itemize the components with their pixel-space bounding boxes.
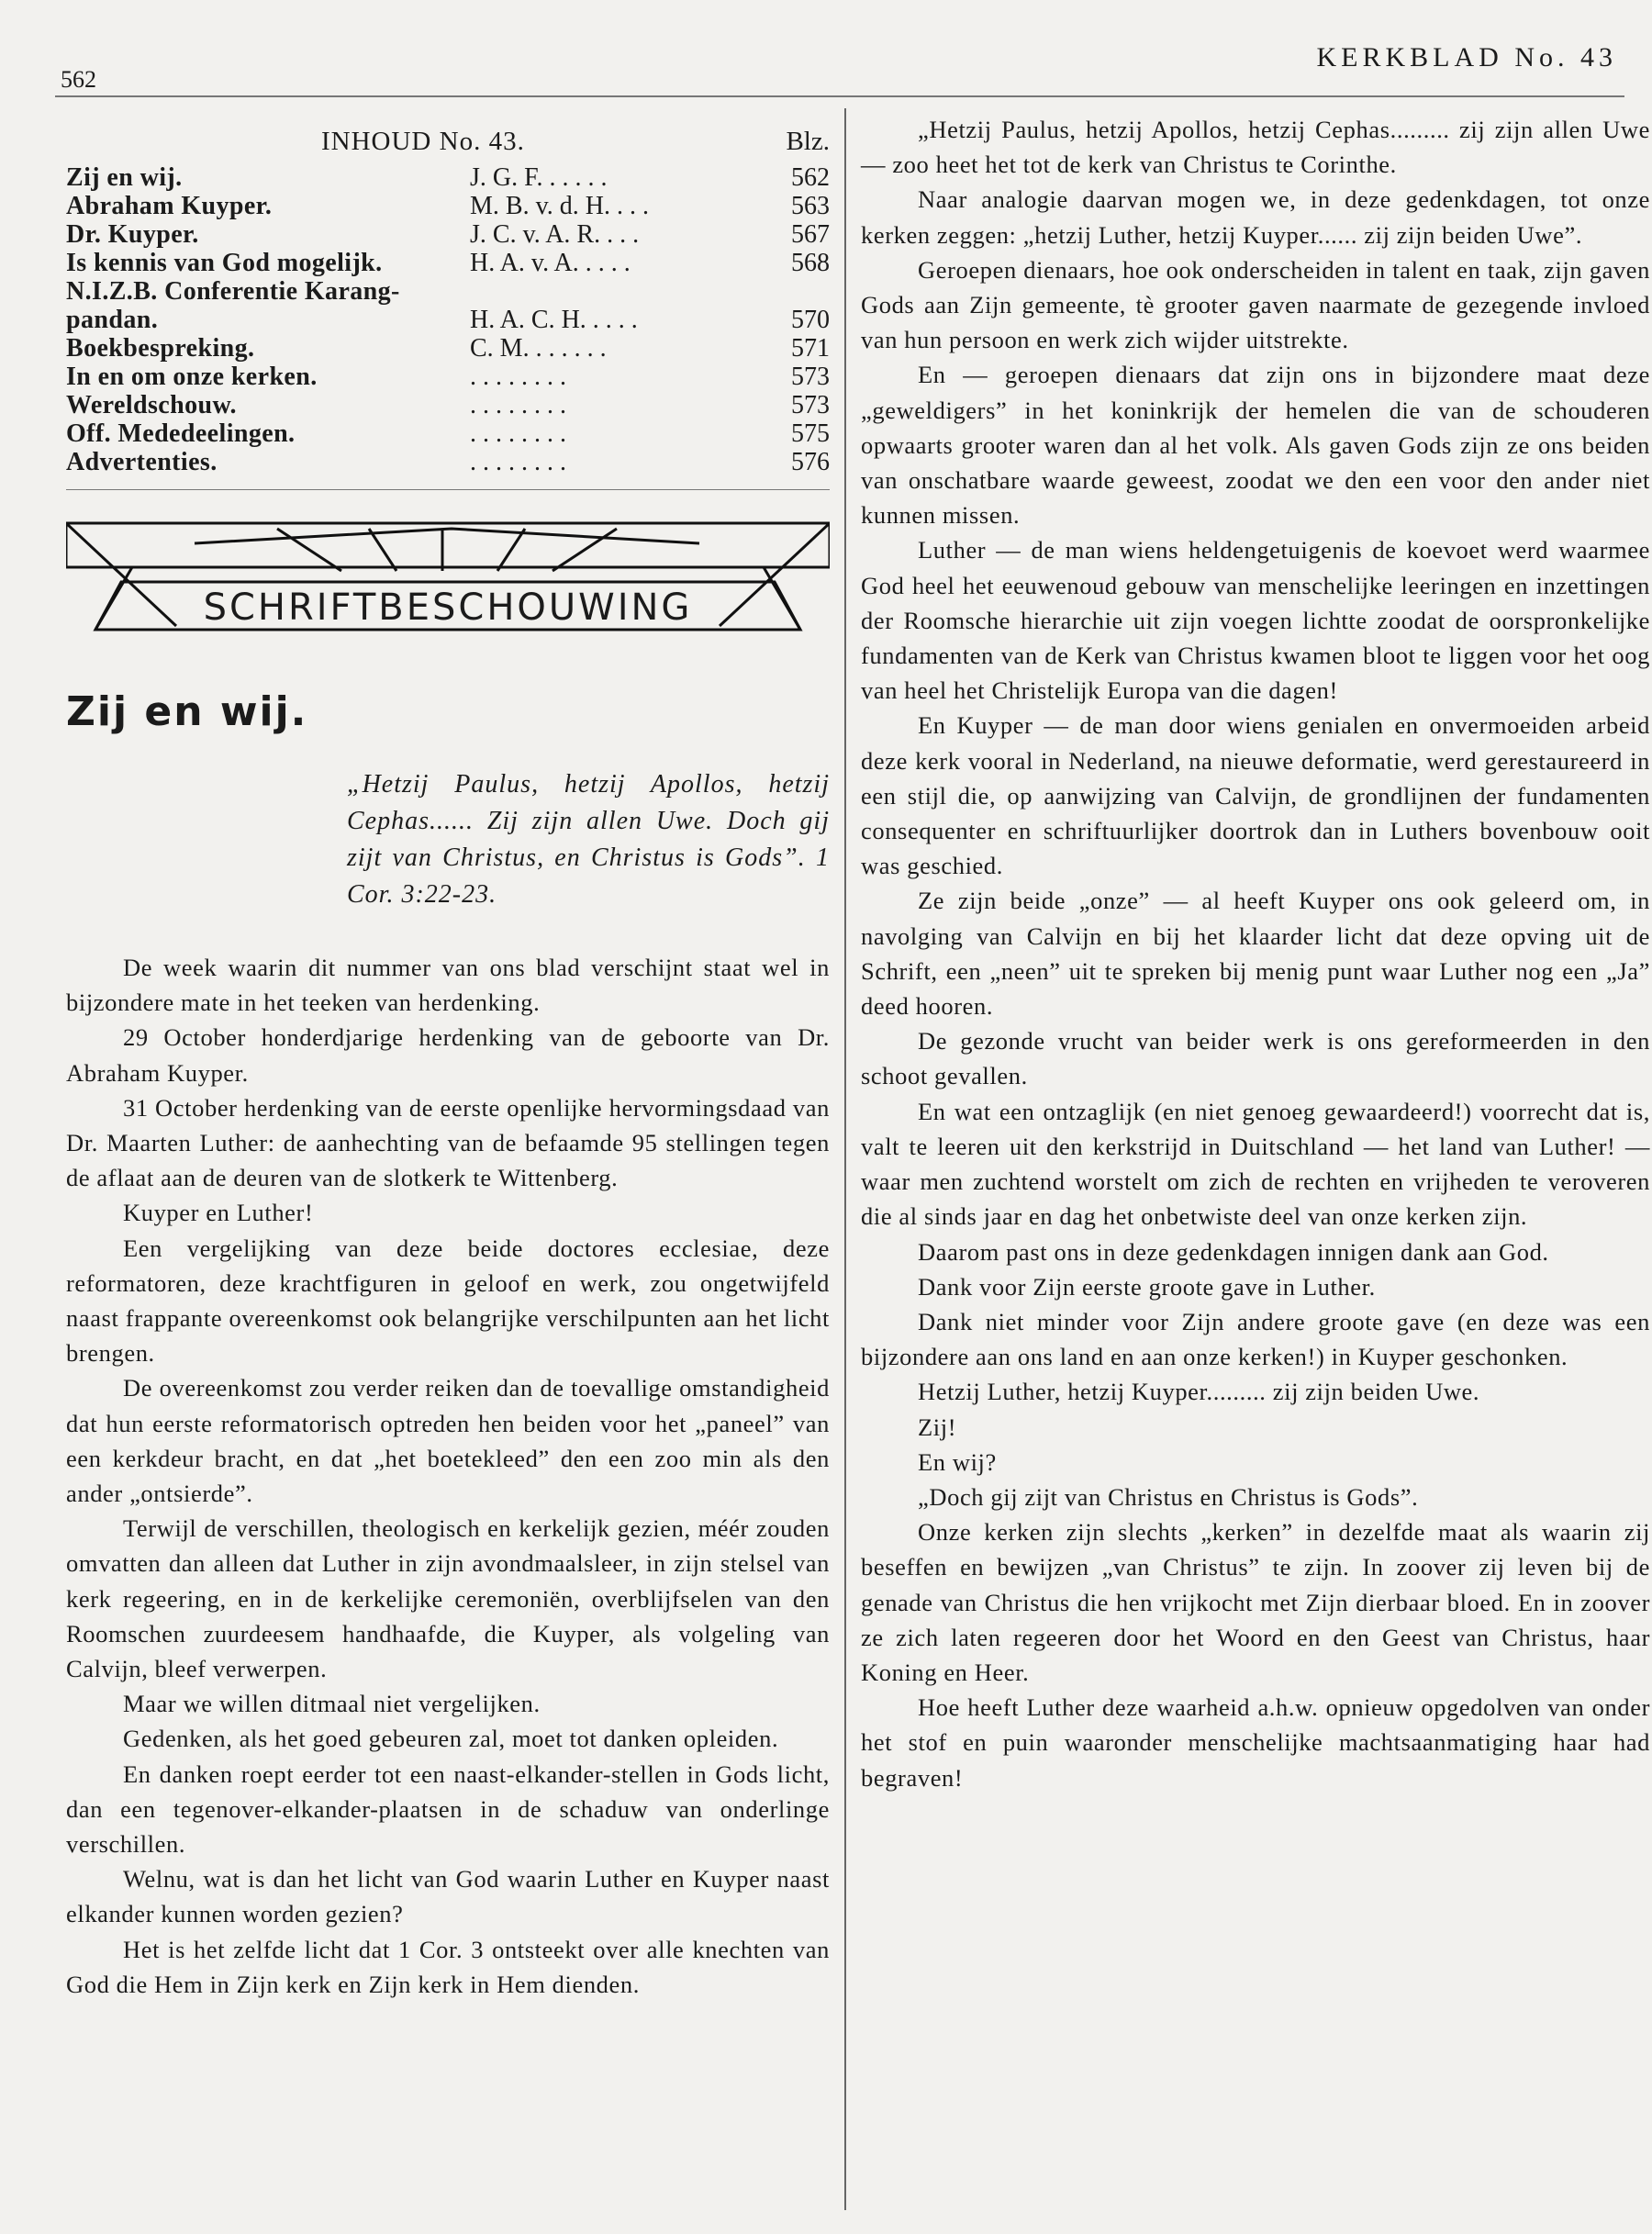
paragraph: Maar we willen ditmaal niet vergelijken. — [123, 1690, 541, 1718]
paragraph: Ze zijn beide „onze” — al heeft Kuyper ons ook geleerd om, in navolging van Calvijn en bij het klaarder licht dat deze opving uit de Schrift, een „neen” uit te spreken bij menig punt waar Luther nog een „Ja” deed hooren. — [861, 887, 1650, 1021]
toc-entry-page: 567 — [791, 220, 830, 249]
toc-row — [66, 163, 830, 192]
toc-entry-title: Dr. Kuyper. — [66, 220, 199, 249]
toc-entry-page: 573 — [791, 391, 830, 419]
paragraph: Terwijl de verschillen, theologisch en kerkelijk gezien, méér zouden omvatten dan alleen dat Luther in zijn avondmaalsleer, in zijn stelsel van kerk regeering, en in de kerkelijke ceremoniën, overblijfselen van den Roomschen zuurdeesem handhaafde, die Kuyper, als volgeling van Calvijn, bleef verwerpen. — [66, 1514, 830, 1683]
paragraph: Dank niet minder voor Zijn andere groote gave (en deze was een bijzondere aan ons land en aan onze kerken!) in Kuyper geschonken. — [861, 1307, 1650, 1371]
toc-entry-page: 563 — [791, 192, 830, 220]
toc-entry-author: . . . . . . . . — [470, 363, 566, 391]
paragraph: En danken roept eerder tot een naast-elkander-stellen in Gods licht, dan een tegenover-elkander-plaatsen in de schaduw van onderlinge verschillen. — [66, 1759, 830, 1859]
paragraph: „Doch gij zijt van Christus en Christus is Gods”. — [918, 1482, 1419, 1511]
toc-entry-page: 568 — [791, 249, 830, 277]
toc-entry-author: J. C. v. A. R. . . . — [470, 220, 640, 249]
toc-entry-page: 576 — [791, 448, 830, 476]
left-column — [66, 119, 830, 2002]
paragraph: Hetzij Luther, hetzij Kuyper......... zij zijn beiden Uwe. — [918, 1378, 1480, 1406]
paragraph: De overeenkomst zou verder reiken dan de toevallige omstandigheid dat hun eerste reformatorisch optreden hen beiden voor het „paneel” van een kerkdeur bracht, en dat „het boetekleed” den een zoo min als den ander „ontsierde”. — [66, 1374, 830, 1508]
paragraph: De gezonde vrucht van beider werk is ons gereformeerden in den schoot gevallen. — [861, 1027, 1650, 1090]
paragraph: De week waarin dit nummer van ons blad verschijnt staat wel in bijzondere mate in het teeken van herdenking. — [66, 954, 830, 1017]
toc-page-column-label: Blz. — [786, 127, 830, 156]
toc-row — [66, 391, 830, 419]
article-body-left — [66, 950, 830, 2002]
toc-row — [66, 249, 830, 277]
toc-header — [66, 119, 830, 163]
toc-row — [66, 334, 830, 363]
toc-entry-title: In en om onze kerken. — [66, 363, 318, 391]
toc-entry-title: Advertenties. — [66, 448, 218, 476]
section-banner — [66, 516, 830, 631]
paragraph: En wat een ontzaglijk (en niet genoeg gewaardeerd!) voorrecht dat is, valt te leeren uit den kerkstrijd in Duitschland — het land van Luther! — waar men zuchtend worstelt om zich de rechten en vrijheden te veroveren die al sinds jaar en dag het onbetwiste deel van onze kerken zijn. — [861, 1097, 1650, 1231]
toc-row — [66, 306, 830, 334]
epigraph: „Hetzij Paulus, hetzij Apollos, hetzij Cephas...... Zij zijn allen Uwe. Doch gij zijt van Christus, en Christus is Gods”. 1 Cor. 3:22-23. — [347, 770, 830, 909]
toc-entry-title: Boekbespreking. — [66, 334, 255, 363]
toc-entry-title: Wereldschouw. — [66, 391, 237, 419]
toc-entry-page: 562 — [791, 163, 830, 192]
toc-entry-author: J. G. F. . . . . . — [470, 163, 608, 192]
toc-row — [66, 192, 830, 220]
toc-entry-author: C. M. . . . . . . — [470, 334, 607, 363]
toc-title: INHOUD No. 43. — [321, 127, 525, 156]
toc-list — [66, 163, 830, 476]
toc-row — [66, 277, 830, 306]
paragraph: Hoe heeft Luther deze waarheid a.h.w. opnieuw opgedolven van onder het stof en puin waaronder menschelijke machtsaanmatiging haar had begraven! — [861, 1693, 1650, 1792]
toc-entry-title: Off. Mededeelingen. — [66, 419, 296, 448]
toc-entry-title: Zij en wij. — [66, 163, 183, 192]
paragraph: 31 October herdenking van de eerste openlijke hervormingsdaad van Dr. Maarten Luther: de aanhechting van de befaamde 95 stellingen tegen de aflaat aan de deuren van de slotkerk te Wittenberg. — [66, 1093, 830, 1192]
paragraph: Gedenken, als het goed gebeuren zal, moet tot danken opleiden. — [123, 1725, 779, 1753]
toc-entry-title: Is kennis van God mogelijk. — [66, 249, 383, 277]
toc-row — [66, 448, 830, 476]
banner-label: SCHRIFTBESCHOUWING — [203, 586, 693, 629]
paragraph: Dank voor Zijn eerste groote gave in Luther. — [918, 1272, 1376, 1301]
right-column — [861, 112, 1650, 1795]
toc-entry-title: N.I.Z.B. Conferentie Karang- — [66, 277, 400, 306]
toc-entry-page: 570 — [791, 306, 830, 334]
toc-entry-page: 571 — [791, 334, 830, 363]
paragraph: 29 October honderdjarige herdenking van de geboorte van Dr. Abraham Kuyper. — [66, 1023, 830, 1087]
article-title: Zij en wij. — [66, 688, 308, 735]
toc-entry-title: Abraham Kuyper. — [66, 192, 273, 220]
running-head: KERKBLAD No. 43 — [1316, 42, 1617, 73]
paragraph: Geroepen dienaars, hoe ook onderscheiden in talent en taak, zijn gaven Gods aan Zijn gemeente, tè grooter gaven naarmate de gezegende invloed van hun persoon en werk zich wijder uitstrekte. — [861, 255, 1650, 354]
toc-row — [66, 220, 830, 249]
paragraph: „Hetzij Paulus, hetzij Apollos, hetzij Cephas......... zij zijn allen Uwe — zoo heet het tot de kerk van Christus te Corinthe. — [861, 116, 1650, 179]
toc-entry-page: 575 — [791, 419, 830, 448]
toc-entry-author: . . . . . . . . — [470, 448, 566, 476]
toc-entry-author: M. B. v. d. H. . . . — [470, 192, 649, 220]
toc-entry-author: H. A. C. H. . . . . — [470, 306, 638, 334]
toc-row — [66, 363, 830, 391]
toc-row — [66, 419, 830, 448]
paragraph: En — geroepen dienaars dat zijn ons in bijzondere maat deze „geweldigers” in het koninkrijk der hemelen die van de schouderen opwaarts grooter waren dan al het volk. Als gaven Gods zijn ze ons beiden van onschatbare waarde geweest, zoodat we den een voor den ander niet kunnen missen. — [861, 361, 1650, 530]
paragraph: Onze kerken zijn slechts „kerken” in dezelfde maat als waarin zij beseffen en bewijzen „van Christus” te zijn. In zoover zij leven bij de genade van Christus die hen vrijkocht met Zijn dierbaar bloed. En in zoover ze zich laten regeeren door het Woord en den Geest van Christus, haar Koning en Heer. — [861, 1518, 1650, 1686]
paragraph: Luther — de man wiens heldengetuigenis de koevoet werd waarmee God heel het eeuwenoud gebouw van menschelijke leeringen en inzettingen der Roomsche hierarchie uit zijn voegen lichtte zoodat de oorspronkelijke fundamenten van de Kerk van Christus kwamen bloot te liggen voor het oog van heel het Christelijk Europa van die dagen! — [861, 536, 1650, 705]
toc-entry-author: . . . . . . . . — [470, 419, 566, 448]
header-rule — [55, 95, 1624, 97]
paragraph: En wij? — [918, 1447, 997, 1476]
toc-entry-author: . . . . . . . . — [470, 391, 566, 419]
paragraph: Naar analogie daarvan mogen we, in deze gedenkdagen, tot onze kerken zeggen: „hetzij Luther, hetzij Kuyper...... zij zijn beiden Uwe”. — [861, 185, 1650, 249]
toc-entry-page: 573 — [791, 363, 830, 391]
toc-entry-title: pandan. — [66, 306, 159, 334]
toc-rule — [66, 489, 830, 490]
paragraph: En Kuyper — de man door wiens genialen en onvermoeiden arbeid deze kerk vooral in Nederland, na nieuwe deformatie, werd gerestaureerd in een stijl die, op aanwijzing van Calvijn, de grondlijnen der fundamenten consequenter en schriftuurlijker doortrok dan in Luthers bovenbouw ooit was geschied. — [861, 711, 1650, 880]
article-body-right — [861, 112, 1650, 1795]
paragraph: Kuyper en Luther! — [123, 1199, 314, 1227]
paragraph: Daarom past ons in deze gedenkdagen innigen dank aan God. — [918, 1237, 1549, 1266]
toc-entry-author: H. A. v. A. . . . . — [470, 249, 631, 277]
paragraph: Een vergelijking van deze beide doctores ecclesiae, deze reformatoren, deze krachtfiguren in geloof en werk, zou ongetwijfeld naast frappante overeenkomst ook belangrijke verschilpunten aan het licht brengen. — [66, 1234, 830, 1368]
page-number: 562 — [61, 66, 96, 93]
paragraph: Welnu, wat is dan het licht van God waarin Luther en Kuyper naast elkander kunnen worden gezien? — [66, 1865, 830, 1928]
paragraph: Het is het zelfde licht dat 1 Cor. 3 ontsteekt over alle knechten van God die Hem in Zijn kerk en Zijn kerk in Hem dienden. — [66, 1935, 830, 1998]
paragraph: Zij! — [918, 1413, 957, 1441]
column-divider — [844, 108, 846, 2210]
